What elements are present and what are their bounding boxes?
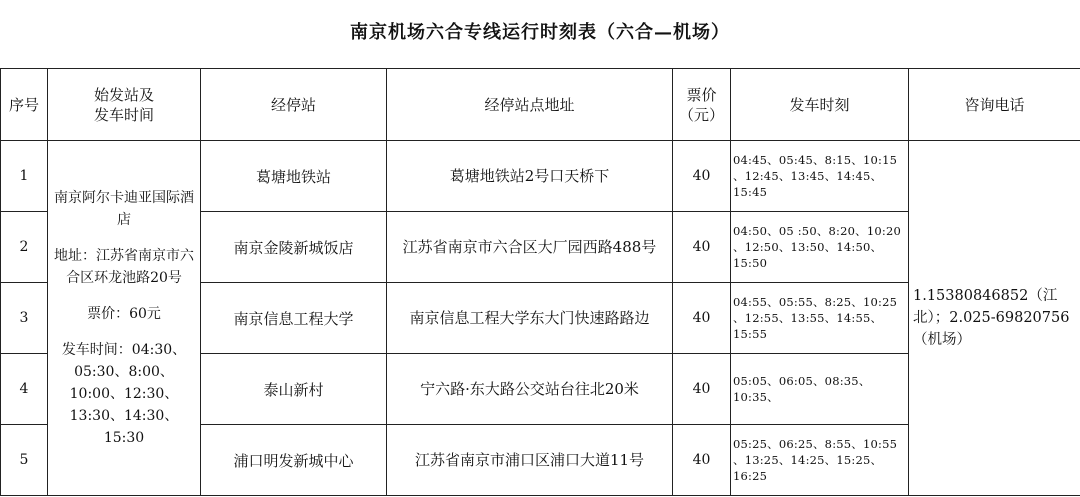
row-address: 南京信息工程大学东大门快速路路边 xyxy=(387,283,673,354)
row-seq: 1 xyxy=(1,141,48,212)
row-price: 40 xyxy=(673,354,731,425)
row-stop: 浦口明发新城中心 xyxy=(201,425,387,496)
origin-departures: 发车时间：04:30、05:30、8:00、10:00、12:30、13:30、14:30、15:30 xyxy=(61,342,187,446)
row-stop: 葛塘地铁站 xyxy=(201,141,387,212)
schedule-table xyxy=(0,68,1080,496)
row-seq: 5 xyxy=(1,425,48,496)
origin-address: 地址：江苏省南京市六合区环龙池路20号 xyxy=(54,248,194,286)
origin-cell xyxy=(48,141,201,496)
row-address: 宁六路·东大路公交站台往北20米 xyxy=(387,354,673,425)
header-stop: 经停站 xyxy=(201,69,387,141)
row-stop: 南京信息工程大学 xyxy=(201,283,387,354)
row-price: 40 xyxy=(673,283,731,354)
row-times: 05:05、06:05、08:35、10:35、 xyxy=(731,354,909,425)
header-price xyxy=(673,69,731,141)
header-origin-line2: 发车时间 xyxy=(93,105,154,124)
header-origin-line1: 始发站及 xyxy=(93,85,154,104)
header-price-line2: （元） xyxy=(678,105,724,124)
row-price: 40 xyxy=(673,212,731,283)
phone-cell: 1.15380846852（江北）；2.025-69820756（机场） xyxy=(909,141,1080,496)
header-seq: 序号 xyxy=(1,69,48,141)
page-title: 南京机场六合专线运行时刻表（六合—机场） xyxy=(350,22,730,43)
row-address: 江苏省南京市浦口区浦口大道11号 xyxy=(387,425,673,496)
header-address: 经停站点地址 xyxy=(387,69,673,141)
row-address: 江苏省南京市六合区大厂园西路488号 xyxy=(387,212,673,283)
row-price: 40 xyxy=(673,141,731,212)
origin-name: 南京阿尔卡迪亚国际酒店 xyxy=(54,190,194,228)
header-price-line1: 票价 xyxy=(686,85,717,104)
row-times: 04:55、05:55、8:25、10:25 、12:55、13:55、14:55、 15:55 xyxy=(731,283,909,354)
header-origin xyxy=(48,69,201,141)
row-price: 40 xyxy=(673,425,731,496)
row-seq: 2 xyxy=(1,212,48,283)
row-times: 05:25、06:25、8:55、10:55 、13:25、14:25、15:25、 16:25 xyxy=(731,425,909,496)
row-seq: 4 xyxy=(1,354,48,425)
row-seq: 3 xyxy=(1,283,48,354)
row-stop: 泰山新村 xyxy=(201,354,387,425)
row-times: 04:45、05:45、8:15、10:15 、12:45、13:45、14:45、 15:45 xyxy=(731,141,909,212)
row-address: 葛塘地铁站2号口天桥下 xyxy=(387,141,673,212)
header-row xyxy=(1,69,1080,141)
table-row xyxy=(1,141,1080,212)
origin-price: 票价：60元 xyxy=(87,306,161,322)
row-stop: 南京金陵新城饭店 xyxy=(201,212,387,283)
header-phone: 咨询电话 xyxy=(909,69,1080,141)
header-times: 发车时刻 xyxy=(731,69,909,141)
row-times: 04:50、05 :50、8:20、10:20 、12:50、13:50、14:50、 15:50 xyxy=(731,212,909,283)
